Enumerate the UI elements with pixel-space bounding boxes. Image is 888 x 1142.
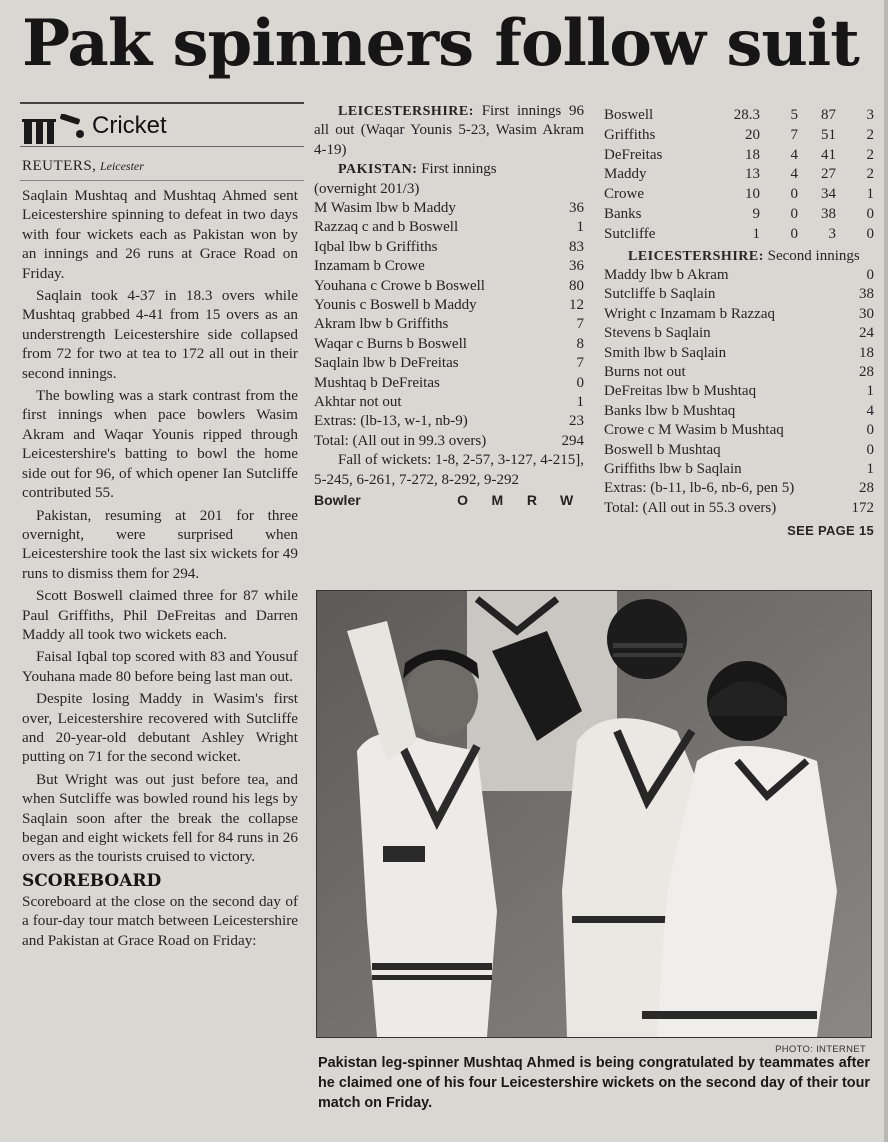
team-name: LEICESTERSHIRE: xyxy=(338,104,474,119)
bowler-overs: 1 xyxy=(752,225,760,242)
batsman-dismissal: Iqbal lbw b Griffiths xyxy=(314,238,438,255)
batsman-runs: 7 xyxy=(576,316,584,333)
bowler-maidens: 4 xyxy=(790,146,798,163)
story-paragraph: Scott Boswell claimed three for 87 while Paul Griffiths, Phil DeFreitas and Darren Maddy all took two wickets each. xyxy=(22,587,298,643)
scoreboard-heading: SCOREBOARD xyxy=(22,870,162,891)
bowler-runs: 34 xyxy=(821,186,836,203)
batsman-dismissal: Youhana c Crowe b Boswell xyxy=(314,277,485,294)
batsman-dismissal: Akram lbw b Griffiths xyxy=(314,316,449,333)
bowler-name: DeFreitas xyxy=(604,146,663,163)
batting-row xyxy=(604,324,874,343)
batsman-dismissal: Griffiths lbw b Saqlain xyxy=(604,460,742,477)
bowler-overs: 18 xyxy=(745,146,760,163)
runs-label: R xyxy=(526,491,538,508)
batting-row xyxy=(314,432,584,451)
batsman-runs: 23 xyxy=(569,413,584,430)
story-paragraph: Saqlain took 4-37 in 18.3 overs while Mushtaq grabbed 4-41 from 15 overs as an understrength Leicestershire side collapsed from 72 for two at tea to 172 all out in their second innings. xyxy=(22,287,298,382)
bowling-row xyxy=(604,106,874,126)
batsman-runs: 0 xyxy=(866,266,874,283)
byline-rule xyxy=(20,180,304,181)
batsman-dismissal: M Wasim lbw b Maddy xyxy=(314,200,456,217)
pak-batting-list xyxy=(314,199,584,451)
batsman-runs: 28 xyxy=(859,480,874,497)
batting-row xyxy=(604,499,874,518)
bowler-wickets: 0 xyxy=(866,205,874,222)
batsman-runs: 83 xyxy=(569,238,584,255)
batting-row xyxy=(604,285,874,304)
batsman-runs: 24 xyxy=(859,325,874,342)
batsman-runs: 8 xyxy=(576,335,584,352)
batting-row xyxy=(314,199,584,218)
bowler-name: Maddy xyxy=(604,166,647,183)
bowling-row xyxy=(604,225,874,245)
byline xyxy=(22,158,144,175)
batting-row xyxy=(314,277,584,296)
match-photo xyxy=(316,590,872,1038)
batsman-runs: 12 xyxy=(569,296,584,313)
batsman-dismissal: Boswell b Mushtaq xyxy=(604,441,721,458)
bowler-wickets: 1 xyxy=(866,186,874,203)
bowler-name: Boswell xyxy=(604,107,654,123)
bowler-overs: 13 xyxy=(745,166,760,183)
batsman-runs: 294 xyxy=(561,432,584,449)
story-column xyxy=(22,186,298,950)
batsman-runs: 0 xyxy=(576,374,584,391)
bowler-name: Crowe xyxy=(604,186,644,203)
scoreboard-intro: Scoreboard at the close on the second day of a four-day tour match between Leicestershire and Pakistan at Grace Road on Friday: xyxy=(22,892,298,949)
batsman-runs: 1 xyxy=(866,460,874,477)
leics-batting-list xyxy=(604,266,874,518)
batsman-dismissal: Younis c Boswell b Maddy xyxy=(314,296,477,313)
bowling-row xyxy=(604,126,874,146)
scoreboard-column-2 xyxy=(604,106,874,540)
bowler-wickets: 2 xyxy=(866,146,874,163)
batting-row xyxy=(604,421,874,440)
batsman-dismissal: Razzaq c and b Boswell xyxy=(314,219,459,236)
batsman-dismissal: Wright c Inzamam b Razzaq xyxy=(604,305,775,322)
wickets-label: W xyxy=(560,491,574,508)
batting-row xyxy=(314,335,584,354)
batting-row xyxy=(604,305,874,324)
bowler-runs: 51 xyxy=(821,126,836,143)
batting-row xyxy=(604,441,874,460)
overs-label: O xyxy=(457,491,469,508)
batting-row xyxy=(314,315,584,334)
batsman-runs: 1 xyxy=(866,383,874,400)
bowler-name: Griffiths xyxy=(604,126,656,143)
bowler-label: Bowler xyxy=(314,491,361,508)
batsman-runs: 4 xyxy=(866,402,874,419)
batsman-dismissal: Extras: (lb-13, w-1, nb-9) xyxy=(314,413,468,430)
see-page-link[interactable]: SEE PAGE 15 xyxy=(787,523,874,539)
bowling-figures xyxy=(604,106,874,245)
bowler-maidens: 0 xyxy=(790,225,798,242)
team-name: LEICESTERSHIRE: xyxy=(628,248,764,264)
leics-second-innings-heading xyxy=(604,247,874,266)
bowler-runs: 3 xyxy=(828,225,836,242)
batsman-runs: 28 xyxy=(859,363,874,380)
batting-row xyxy=(604,363,874,382)
story-paragraph: Saqlain Mushtaq and Mushtaq Ahmed sent Leicestershire spinning to defeat in two days with four wickets each as Pakistan won by an innings and 26 runs at Grace Road on Friday. xyxy=(22,187,298,282)
batsman-dismissal: Stevens b Saqlain xyxy=(604,325,711,342)
batting-row xyxy=(604,402,874,421)
bowler-maidens: 0 xyxy=(790,205,798,222)
batting-row xyxy=(604,344,874,363)
batsman-dismissal: Extras: (b-11, lb-6, nb-6, pen 5) xyxy=(604,480,795,497)
batting-row xyxy=(314,393,584,412)
batsman-dismissal: Banks lbw b Mushtaq xyxy=(604,402,736,419)
bowler-runs: 87 xyxy=(821,107,836,123)
headline: Pak spinners follow suit xyxy=(22,6,859,81)
bowler-overs: 9 xyxy=(752,205,760,222)
celebration-photo-image xyxy=(317,591,871,1037)
bowler-name: Banks xyxy=(604,205,642,222)
photo-caption: Pakistan leg-spinner Mushtaq Ahmed is being congratulated by teammates after he claimed one of his four Leicestershire wickets on the second day of their tour match on Friday. xyxy=(318,1055,870,1111)
batsman-runs: 172 xyxy=(851,499,874,516)
batsman-dismissal: Total: (All out in 55.3 overs) xyxy=(604,499,777,516)
pak-innings-heading xyxy=(314,160,584,179)
batsman-dismissal: Waqar c Burns b Boswell xyxy=(314,335,467,352)
innings-label: First innings xyxy=(417,161,497,178)
bowler-wickets: 3 xyxy=(866,107,874,123)
bowler-maidens: 4 xyxy=(790,166,798,183)
section-name: Cricket xyxy=(92,112,167,139)
batsman-dismissal: Sutcliffe b Saqlain xyxy=(604,286,716,303)
batsman-runs: 0 xyxy=(866,441,874,458)
batting-row xyxy=(314,296,584,315)
batsman-dismissal: Inzamam b Crowe xyxy=(314,258,425,275)
photo-credit: PHOTO: INTERNET xyxy=(775,1044,866,1055)
story-paragraph: The bowling was a stark contrast from the first innings when pace bowlers Wasim Akram and Waqar Younis ripped through Leicestershire's batting to bowl the home side out for 96, of which opener Ian Sutcliffe contributed 55. xyxy=(22,387,298,502)
section-rule xyxy=(20,146,304,147)
batsman-runs: 1 xyxy=(576,393,584,410)
bowler-maidens: 0 xyxy=(790,186,798,203)
byline-agency: REUTERS, xyxy=(22,158,97,174)
top-rule xyxy=(20,102,304,104)
bowler-overs: 10 xyxy=(745,186,760,203)
section-logo xyxy=(22,110,282,144)
scoreboard-column-1 xyxy=(314,102,584,511)
bowler-maidens: 5 xyxy=(790,107,798,123)
bowler-wickets: 0 xyxy=(866,225,874,242)
bowler-runs: 41 xyxy=(821,146,836,163)
story-paragraph: Pakistan, resuming at 201 for three overnight, were surprised when Leicestershire took the last six wickets for 49 runs to dismiss them for 294. xyxy=(22,506,298,582)
batsman-dismissal: Burns not out xyxy=(604,363,686,380)
batsman-dismissal: Smith lbw b Saqlain xyxy=(604,344,727,361)
bowling-row xyxy=(604,185,874,205)
bowler-overs: 20 xyxy=(745,126,760,143)
page-edge xyxy=(884,0,888,1142)
bowling-row xyxy=(604,165,874,185)
batsman-dismissal: Akhtar not out xyxy=(314,393,402,410)
batting-row xyxy=(604,382,874,401)
batsman-runs: 38 xyxy=(859,286,874,303)
batsman-runs: 30 xyxy=(859,305,874,322)
bowler-runs: 27 xyxy=(821,166,836,183)
batsman-dismissal: Maddy lbw b Akram xyxy=(604,266,729,283)
batsman-dismissal: Total: (All out in 99.3 overs) xyxy=(314,432,487,449)
batsman-dismissal: Crowe c M Wasim b Mushtaq xyxy=(604,422,784,439)
batting-row xyxy=(314,354,584,373)
batsman-runs: 18 xyxy=(859,344,874,361)
batting-row xyxy=(314,374,584,393)
batsman-runs: 1 xyxy=(576,219,584,236)
batsman-runs: 36 xyxy=(569,258,584,275)
batsman-runs: 80 xyxy=(569,277,584,294)
bowler-overs: 28.3 xyxy=(733,107,760,123)
story-paragraph: Faisal Iqbal top scored with 83 and Yousuf Youhana made 80 before being last man out. xyxy=(22,648,298,685)
batsman-dismissal: DeFreitas lbw b Mushtaq xyxy=(604,383,757,400)
bowler-runs: 38 xyxy=(821,205,836,222)
innings-label: Second innings xyxy=(763,247,860,264)
pak-overnight: (overnight 201/3) xyxy=(314,180,420,197)
story-paragraph: But Wright was out just before tea, and when Sutcliffe was bowled round his legs by Saqlain soon after the break the collapse began and eight wickets fell for 84 runs in 26 overs as the tourists cruised to victory. xyxy=(22,770,298,866)
batsman-dismissal: Mushtaq b DeFreitas xyxy=(314,374,440,391)
batting-row xyxy=(604,479,874,498)
bowler-wickets: 2 xyxy=(866,126,874,143)
batting-row xyxy=(314,412,584,431)
batting-row xyxy=(314,218,584,237)
batting-row xyxy=(604,266,874,285)
maidens-label: M xyxy=(491,491,504,508)
byline-place: Leicester xyxy=(99,159,144,173)
bowler-header xyxy=(314,491,584,511)
bowler-wickets: 2 xyxy=(866,166,874,183)
batting-row xyxy=(604,460,874,479)
batsman-runs: 0 xyxy=(866,422,874,439)
fall-of-wickets: Fall of wickets: 1-8, 2-57, 3-127, 4-215], 5-245, 6-261, 7-272, 8-292, 9-292 xyxy=(314,452,584,488)
batsman-dismissal: Saqlain lbw b DeFreitas xyxy=(314,355,459,372)
innings-summary: First innings 96 all out (Waqar Younis 5-23, Wasim Akram 4-19) xyxy=(314,103,584,158)
leics-first-innings xyxy=(314,102,584,160)
team-name: PAKISTAN: xyxy=(338,162,418,178)
batting-row xyxy=(314,238,584,257)
bowler-name: Sutcliffe xyxy=(604,225,656,242)
story-paragraph: Despite losing Maddy in Wasim's first over, Leicestershire recovered with Sutcliffe and 20-year-old debutant Ashley Wright putting on 71 for the second wicket. xyxy=(22,690,298,766)
batsman-runs: 7 xyxy=(576,355,584,372)
batsman-runs: 36 xyxy=(569,200,584,217)
bowling-row xyxy=(604,146,874,166)
bowler-maidens: 7 xyxy=(790,126,798,143)
batting-row xyxy=(314,257,584,276)
bowling-row xyxy=(604,205,874,225)
cricket-bat-stumps-icon xyxy=(22,114,86,144)
